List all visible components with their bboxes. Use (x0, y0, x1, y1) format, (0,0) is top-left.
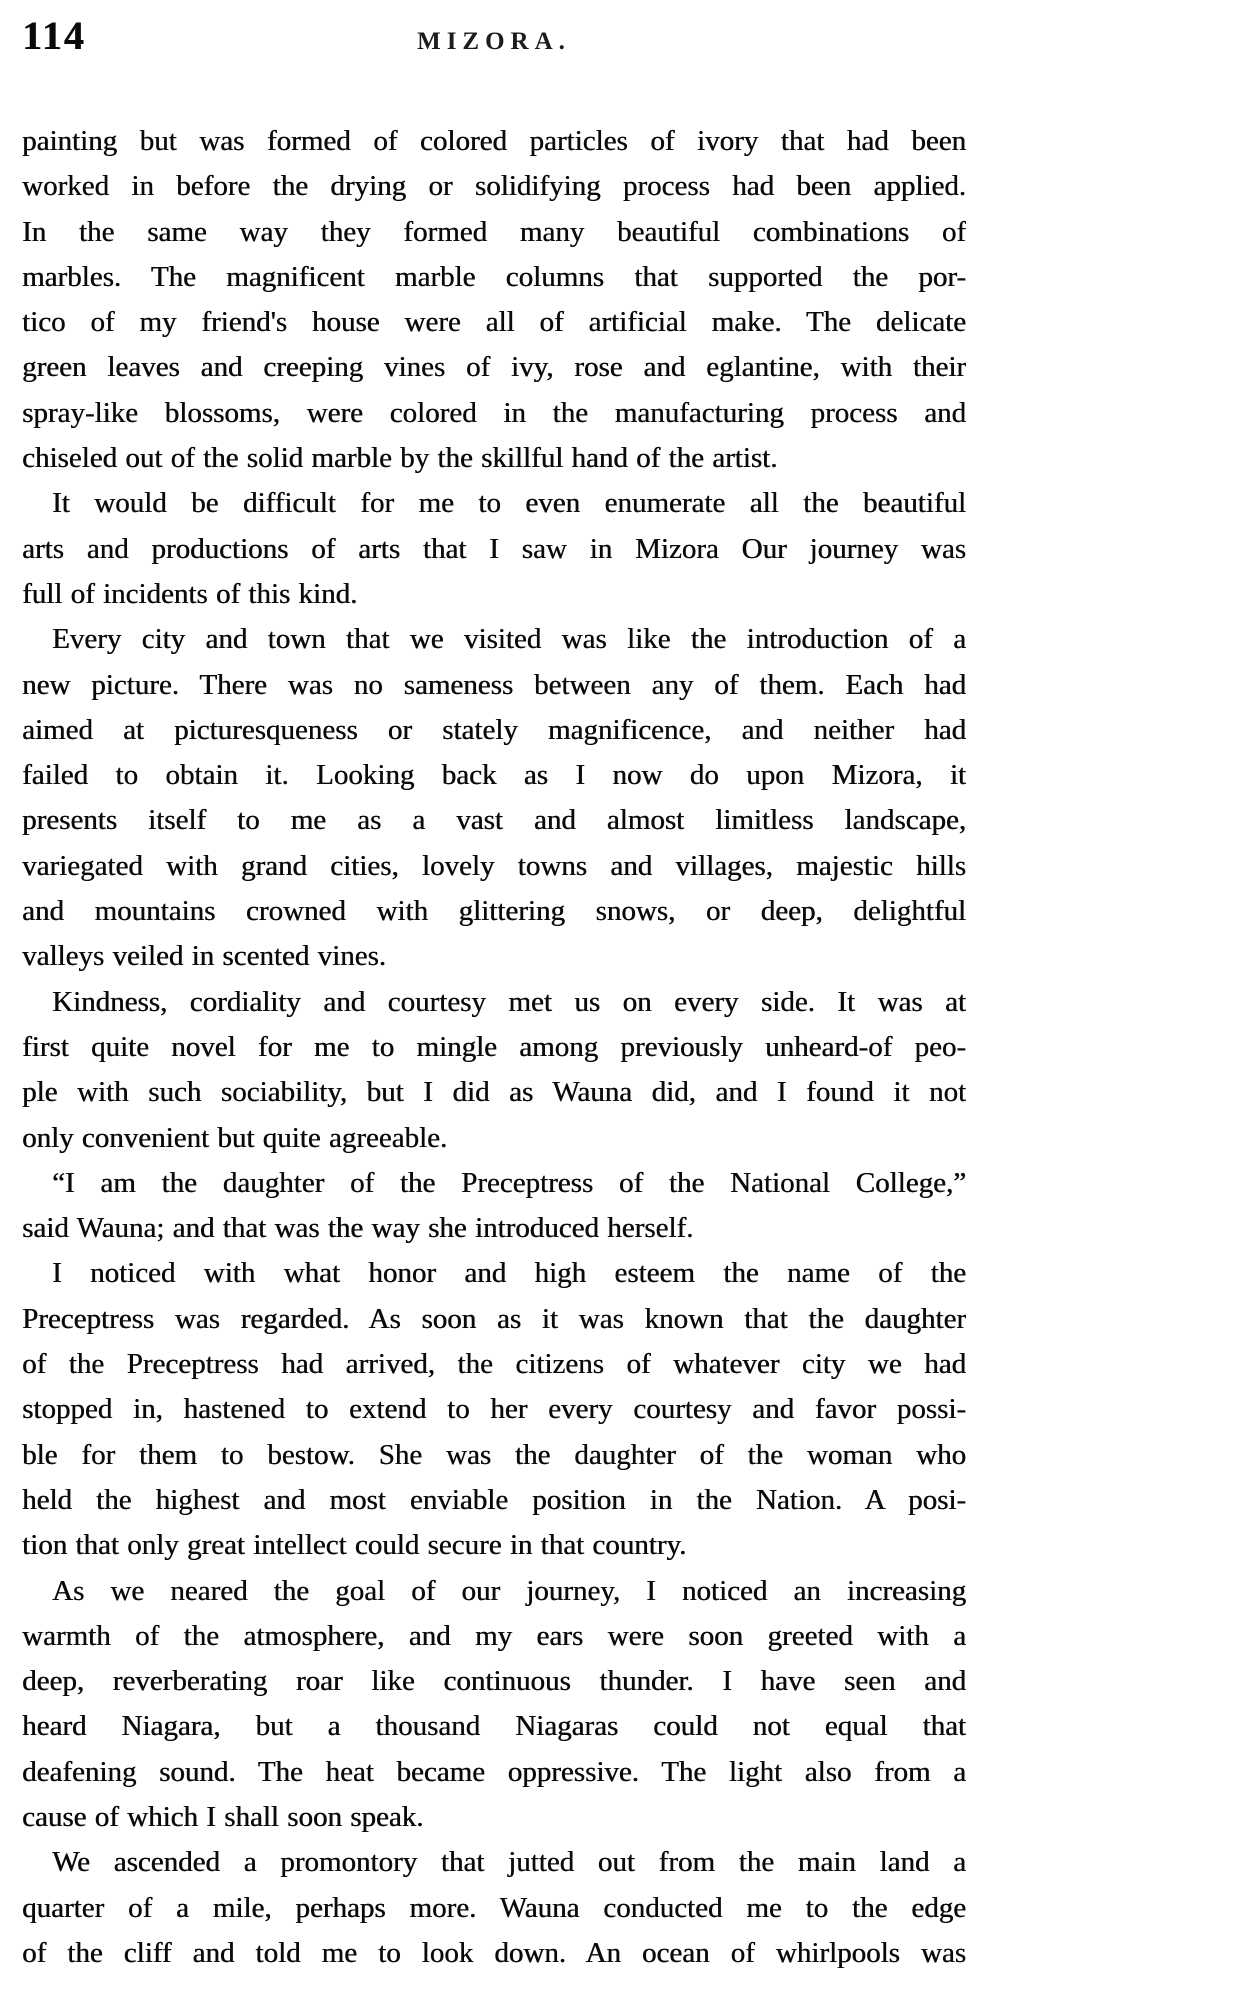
text-line: marbles. The magnificent marble columns that supported the por- (22, 260, 966, 293)
text-line: tico of my friend's house were all of artificial make. The delicate (22, 306, 966, 339)
text-line: green leaves and creeping vines of ivy, rose and eglantine, with their (22, 351, 966, 384)
text-line: only convenient but quite agreeable. (22, 1121, 448, 1154)
text-line: quarter of a mile, perhaps more. Wauna conducted me to the edge (22, 1891, 966, 1924)
text-line: Preceptress was regarded. As soon as it was known that the daughter (22, 1302, 966, 1335)
paragraph (22, 1840, 966, 1976)
text-line: of the cliff and told me to look down. An ocean of whirlpools was (22, 1936, 966, 1969)
text-line: As we neared the goal of our journey, I noticed an increasing (52, 1574, 966, 1607)
paragraph (22, 119, 966, 481)
text-line: failed to obtain it. Looking back as I now do upon Mizora, it (22, 759, 966, 792)
text-line: deep, reverberating roar like continuous thunder. I have seen and (22, 1665, 966, 1698)
paragraph (22, 1251, 966, 1568)
paragraph (22, 617, 966, 979)
page-number: 114 (22, 13, 86, 58)
text-line: chiseled out of the solid marble by the skillful hand of the artist. (22, 442, 778, 475)
paragraph (22, 1161, 966, 1252)
text-line: It would be difficult for me to even enumerate all the beautiful (52, 487, 966, 520)
text-line: “I am the daughter of the Preceptress of the National College,” (52, 1166, 966, 1199)
page-body (22, 119, 966, 1976)
text-line: arts and productions of arts that I saw in Mizora Our journey was (22, 532, 966, 565)
text-line: warmth of the atmosphere, and my ears were soon greeted with a (22, 1619, 966, 1652)
paragraph (22, 980, 966, 1161)
text-line: presents itself to me as a vast and almost limitless landscape, (22, 804, 966, 837)
text-line: full of incidents of this kind. (22, 577, 358, 610)
text-line: In the same way they formed many beautiful combinations of (22, 215, 966, 248)
text-line: ble for them to bestow. She was the daughter of the woman who (22, 1438, 966, 1471)
text-line: painting but was formed of colored particles of ivory that had been (22, 125, 966, 157)
page-header (22, 12, 966, 59)
text-line: heard Niagara, but a thousand Niagaras could not equal that (22, 1710, 966, 1743)
text-line: aimed at picturesqueness or stately magnificence, and neither had (22, 713, 966, 746)
text-line: new picture. There was no sameness between any of them. Each had (22, 668, 966, 701)
running-header: MIZORA. (417, 28, 571, 55)
text-line: I noticed with what honor and high esteem the name of the (52, 1257, 966, 1290)
text-line: stopped in, hastened to extend to her every courtesy and favor possi- (22, 1393, 966, 1426)
text-line: of the Preceptress had arrived, the citizens of whatever city we had (22, 1348, 966, 1381)
text-line: and mountains crowned with glittering snows, or deep, delightful (22, 895, 966, 928)
text-line: tion that only great intellect could secure in that country. (22, 1529, 687, 1562)
text-line: deafening sound. The heat became oppressive. The light also from a (22, 1755, 966, 1788)
text-line: Every city and town that we visited was like the introduction of a (52, 623, 966, 656)
text-line: said Wauna; and that was the way she introduced herself. (22, 1212, 694, 1245)
text-line: first quite novel for me to mingle among previously unheard-of peo- (22, 1030, 966, 1063)
paragraph (22, 481, 966, 617)
text-line: held the highest and most enviable position in the Nation. A posi- (22, 1483, 966, 1516)
text-line: cause of which I shall soon speak. (22, 1800, 424, 1833)
text-line: Kindness, cordiality and courtesy met us on every side. It was at (52, 985, 966, 1018)
text-line: ple with such sociability, but I did as Wauna did, and I found it not (22, 1076, 966, 1109)
text-line: worked in before the drying or solidifying process had been applied. (22, 170, 966, 203)
text-line: spray-like blossoms, were colored in the manufacturing process and (22, 396, 966, 429)
paragraph (22, 1569, 966, 1841)
text-line: variegated with grand cities, lovely towns and villages, majestic hills (22, 849, 966, 882)
text-line: valleys veiled in scented vines. (22, 940, 386, 973)
text-line: We ascended a promontory that jutted out from the main land a (52, 1846, 966, 1879)
